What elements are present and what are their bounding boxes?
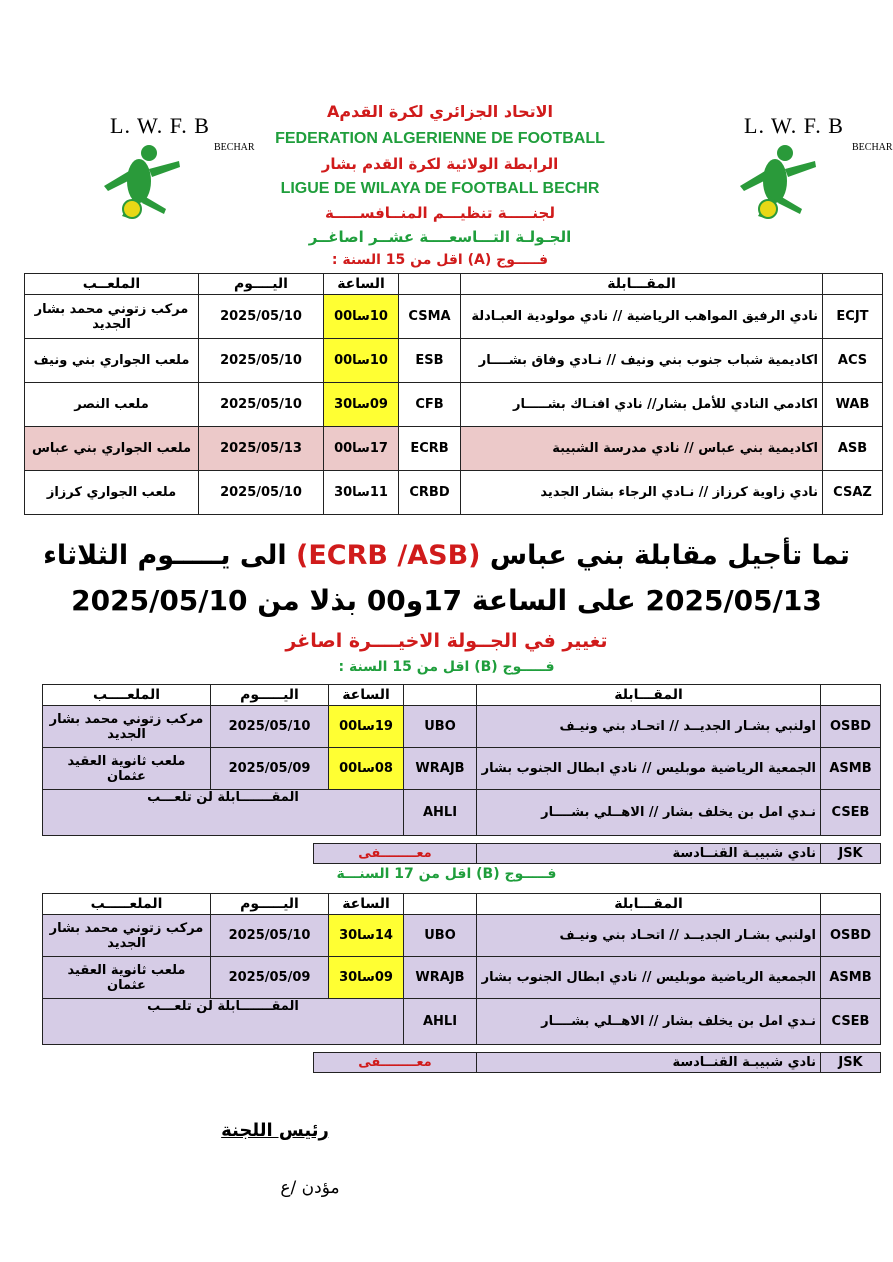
logo-vertical-text: BECHAR: [214, 142, 255, 153]
signature-name: مؤدن /ع: [280, 1178, 340, 1198]
logo-left: [92, 113, 255, 223]
match-venue: مركب زتوني محمد بشار الجديد: [43, 915, 211, 957]
header-hour: الساعة: [329, 894, 404, 915]
match-not-played: المقـــــــابلة لن تلعـــب: [43, 790, 404, 836]
team-code: JSK: [821, 844, 881, 864]
table-header-row: [43, 685, 881, 706]
bye-row: [314, 844, 881, 864]
table-row: [25, 471, 883, 515]
match-hour: 09سا30: [329, 957, 404, 999]
match-teams: الجمعية الرياضية موبليس // نادي ابطال الجنوب بشار: [477, 957, 821, 999]
team-code: JSK: [821, 1053, 881, 1073]
match-teams: نادي الرفيق المواهب الرياضية // نادي مولودية العبـادلة: [461, 295, 823, 339]
table-row: [43, 915, 881, 957]
header-hour: الساعة: [324, 274, 399, 295]
match-teams: الجمعية الرياضية موبليس // نادي ابطال الجنوب بشار: [477, 748, 821, 790]
postponement-notice-line-2: 2025/05/13 على الساعة 17و00 بذلا من 2025/05/10: [71, 584, 822, 617]
match-hour: 14سا30: [329, 915, 404, 957]
group-b17-title: فـــــوج (B) اقل من 17 السنـــة: [336, 866, 557, 882]
table-row: [43, 748, 881, 790]
postponement-notice-line-1: [0, 540, 893, 571]
team-code: CSAZ: [823, 471, 883, 515]
match-day: 2025/05/09: [211, 748, 329, 790]
match-day: 2025/05/09: [211, 957, 329, 999]
bye-label: معــــــــفى: [314, 1053, 477, 1073]
match-day: 2025/05/10: [211, 706, 329, 748]
table-header-row: [25, 274, 883, 295]
header-line-2: FEDERATION ALGERIENNE DE FOOTBALL: [275, 130, 605, 147]
team-code: CSEB: [821, 999, 881, 1045]
logo-right: [730, 113, 893, 223]
match-teams: اكاديمية بني عباس // نادي مدرسة الشبيبة: [461, 427, 823, 471]
match-venue: ملعب الجواري كرزاز: [25, 471, 199, 515]
match-hour: 10سا00: [324, 339, 399, 383]
match-teams: اولنبي بشـار الجديــد // اتحـاد بني ونيـف: [477, 706, 821, 748]
team-code: ASMB: [821, 748, 881, 790]
logo-vertical-text: BECHAR: [852, 142, 893, 153]
bye-team: نادي شبيبـة القنــادسة: [477, 844, 821, 864]
team-abbr: UBO: [404, 915, 477, 957]
match-hour: 11سا30: [324, 471, 399, 515]
team-abbr: ESB: [399, 339, 461, 383]
match-teams: اولنبي بشـار الجديــد // اتحـاد بني ونيـف: [477, 915, 821, 957]
header-line-5: لجنـــــة تنظيـــم المنــافســـــة: [324, 204, 556, 222]
bye-team: نادي شبيبـة القنــادسة: [477, 1053, 821, 1073]
match-day: 2025/05/13: [199, 427, 324, 471]
table-row: [43, 706, 881, 748]
match-day: 2025/05/10: [199, 295, 324, 339]
team-code: ECJT: [823, 295, 883, 339]
team-code: OSBD: [821, 706, 881, 748]
match-hour: 17سا00: [324, 427, 399, 471]
header-match: المقـــابلة: [461, 274, 823, 295]
header-day: اليـــــوم: [211, 894, 329, 915]
header-venue: الملعــــب: [43, 685, 211, 706]
committee-president: رئيس اللجنة: [221, 1120, 329, 1141]
match-teams: نادي زاوية كرزاز // نـادي الرجاء بشار الجديد: [461, 471, 823, 515]
header-line-6: الجـولـة التـــاسعــــة عشــر اصاغــر: [308, 228, 572, 246]
match-hour: 08سا00: [329, 748, 404, 790]
header-line-4: LIGUE DE WILAYA DE FOOTBALL BECHR: [280, 180, 600, 197]
team-abbr: AHLI: [404, 999, 477, 1045]
team-code: ASMB: [821, 957, 881, 999]
table-row: [25, 295, 883, 339]
team-abbr: ECRB: [399, 427, 461, 471]
match-venue: ملعب ثانوية العقيد عثمان: [43, 957, 211, 999]
logo-letters: L. W. F. B: [110, 113, 210, 138]
group-b17-bye-table: [313, 1052, 881, 1073]
header-abbr: [404, 685, 477, 706]
team-abbr: AHLI: [404, 790, 477, 836]
header-match: المقـــابلة: [477, 894, 821, 915]
team-abbr: CRBD: [399, 471, 461, 515]
change-notice: تغيير في الجــولة الاخيــــرة اصاغر: [285, 630, 608, 652]
table-row: [43, 999, 881, 1045]
header-line-3: الرابطة الولائية لكرة القدم بشار: [321, 155, 559, 173]
group-a-table: [24, 273, 883, 515]
header-match: المقـــابلة: [477, 685, 821, 706]
football-player-icon: [94, 141, 194, 221]
group-b15-table: [42, 684, 881, 836]
match-day: 2025/05/10: [199, 383, 324, 427]
team-code: ASB: [823, 427, 883, 471]
table-header-row: [43, 894, 881, 915]
team-abbr: CFB: [399, 383, 461, 427]
table-row: [43, 790, 881, 836]
logo-letters: L. W. F. B: [744, 113, 844, 138]
header-venue: الملعـــــب: [43, 894, 211, 915]
header-abbr: [399, 274, 461, 295]
match-venue: مركب زتوني محمد بشار الجديد: [43, 706, 211, 748]
team-abbr: CSMA: [399, 295, 461, 339]
header-code: [821, 894, 881, 915]
header-line-1: الاتحاد الجزائري لكرة القدمA: [326, 102, 554, 121]
match-teams: نـدي امل بن يخلف بشار // الاهــلي بشــــار: [477, 999, 821, 1045]
group-b15-bye-table: [313, 843, 881, 864]
match-teams: اكادمي النادي للأمل بشار// نادي افنـاك بشـــــار: [461, 383, 823, 427]
football-player-icon: [730, 141, 830, 221]
match-teams: نـدي امل بن يخلف بشار // الاهــلي بشــــار: [477, 790, 821, 836]
table-row: [25, 383, 883, 427]
match-venue: ملعب الجواري بني عباس: [25, 427, 199, 471]
team-code: OSBD: [821, 915, 881, 957]
match-day: 2025/05/10: [199, 339, 324, 383]
header-day: اليــــوم: [199, 274, 324, 295]
match-venue: ملعب الجواري بني ونيف: [25, 339, 199, 383]
match-day: 2025/05/10: [211, 915, 329, 957]
match-hour: 19سا00: [329, 706, 404, 748]
table-row: [25, 427, 883, 471]
match-venue: مركب زتوني محمد بشار الجديد: [25, 295, 199, 339]
match-hour: 10سا00: [324, 295, 399, 339]
table-row: [25, 339, 883, 383]
match-teams: اكاديمية شباب جنوب بني ونيف // نـادي وفاق بشــــار: [461, 339, 823, 383]
header-venue: الملعــب: [25, 274, 199, 295]
bye-row: [314, 1053, 881, 1073]
team-code: WAB: [823, 383, 883, 427]
team-abbr: WRAJB: [404, 957, 477, 999]
team-abbr: WRAJB: [404, 748, 477, 790]
group-b15-title: فـــــوج (B) اقل من 15 السنة :: [338, 659, 555, 675]
team-code: CSEB: [821, 790, 881, 836]
header-day: اليـــــوم: [211, 685, 329, 706]
table-row: [43, 957, 881, 999]
team-abbr: UBO: [404, 706, 477, 748]
match-hour: 09سا30: [324, 383, 399, 427]
header-code: [823, 274, 883, 295]
header-hour: الساعة: [329, 685, 404, 706]
match-day: 2025/05/10: [199, 471, 324, 515]
team-code: ACS: [823, 339, 883, 383]
match-venue: ملعب النصر: [25, 383, 199, 427]
match-not-played: المقـــــــابلة لن تلعـــب: [43, 999, 404, 1045]
header-abbr: [404, 894, 477, 915]
notice-text-c: الى يـــــوم الثلاثاء: [43, 540, 296, 571]
group-a-title: فـــــوج (A) اقل من 15 السنة :: [331, 252, 549, 268]
header-code: [821, 685, 881, 706]
bye-label: معــــــــفى: [314, 844, 477, 864]
notice-teams: (ECRB /ASB): [296, 540, 481, 571]
group-b17-table: [42, 893, 881, 1045]
notice-text-a: تما تأجيل مقابلة بني عباس: [480, 540, 850, 571]
match-venue: ملعب ثانوية العقيد عثمان: [43, 748, 211, 790]
